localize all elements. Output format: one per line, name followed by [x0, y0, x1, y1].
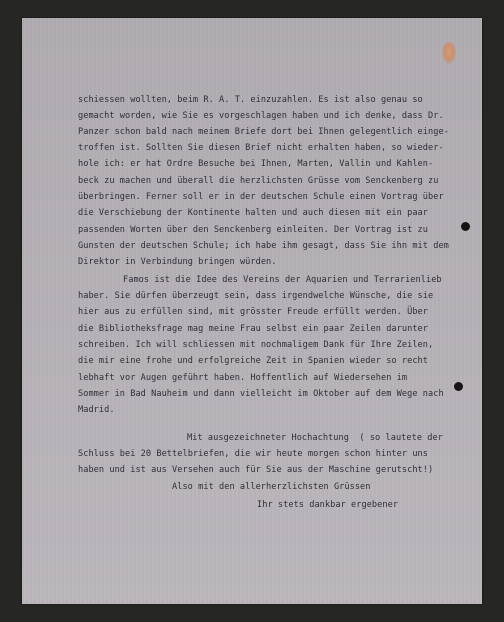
letter-line: schiessen wollten, beim R. A. T. einzuzahlen. Es ist also genau so	[78, 95, 423, 105]
letter-line: Sommer in Bad Nauheim und dann vielleicht im Oktober auf dem Wege nach	[78, 389, 444, 399]
letter-line: passenden Worten über den Senckenberg einleiten. Der Vortrag ist zu	[78, 225, 428, 235]
letter-line: Mit ausgezeichneter Hochachtung ( so lautete der	[187, 433, 443, 443]
letter-line: die Verschiebung der Kontinente halten und auch diesen mit ein paar	[78, 208, 428, 218]
letter-page	[22, 18, 482, 604]
letter-line: haber. Sie dürfen überzeugt sein, dass irgendwelche Wünsche, die sie	[78, 291, 434, 301]
letter-line: schreiben. Ich will schliessen mit nochmaligem Dank für Ihre Zeilen,	[78, 340, 434, 350]
letter-line: gemacht worden, wie Sie es vorgeschlagen haben und ich denke, dass Dr.	[78, 111, 444, 121]
letter-line: haben und ist aus Versehen auch für Sie aus der Maschine gerutscht!)	[78, 465, 434, 475]
letter-line: Direktor in Verbindung bringen würden.	[78, 257, 277, 267]
letter-line: Famos ist die Idee des Vereins der Aquarien und Terrarienlieb	[123, 275, 442, 285]
stain-mark	[442, 42, 456, 64]
letter-signoff: Ihr stets dankbar ergebener	[257, 500, 399, 510]
letter-line: Panzer schon bald nach meinem Briefe dort bei Ihnen gelegentlich einge-	[78, 127, 449, 137]
letter-line: die mir eine frohe und erfolgreiche Zeit in Spanien wieder so recht	[78, 356, 428, 366]
letter-line: überbringen. Ferner soll er in der deutschen Schule einen Vortrag über	[78, 192, 444, 202]
letter-closing: Also mit den allerherzlichsten Grüssen	[172, 482, 371, 492]
letter-line: hier aus zu erfüllen sind, mit grösster Freude erfüllt werden. Über	[78, 307, 428, 317]
letter-line: lebhaft vor Augen geführt haben. Hoffentlich auf Wiedersehen im	[78, 373, 408, 383]
letter-line: Gunsten der deutschen Schule; ich habe ihm gesagt, dass Sie ihn mit dem	[78, 241, 449, 251]
punch-hole	[454, 382, 463, 391]
letter-line: Schluss bei 20 Bettelbriefen, die wir heute morgen schon hinter uns	[78, 449, 428, 459]
punch-hole	[461, 222, 470, 231]
letter-line: Madrid.	[78, 405, 115, 415]
letter-line: hole ich: er hat Ordre Besuche bei Ihnen, Marten, Vallin und Kahlen-	[78, 159, 434, 169]
letter-line: die Bibliotheksfrage mag meine Frau selbst ein paar Zeilen darunter	[78, 324, 428, 334]
letter-line: beck zu machen und überall die herzlichsten Grüsse vom Senckenberg zu	[78, 176, 439, 186]
letter-line: troffen ist. Sollten Sie diesen Brief nicht erhalten haben, so wieder-	[78, 143, 444, 153]
